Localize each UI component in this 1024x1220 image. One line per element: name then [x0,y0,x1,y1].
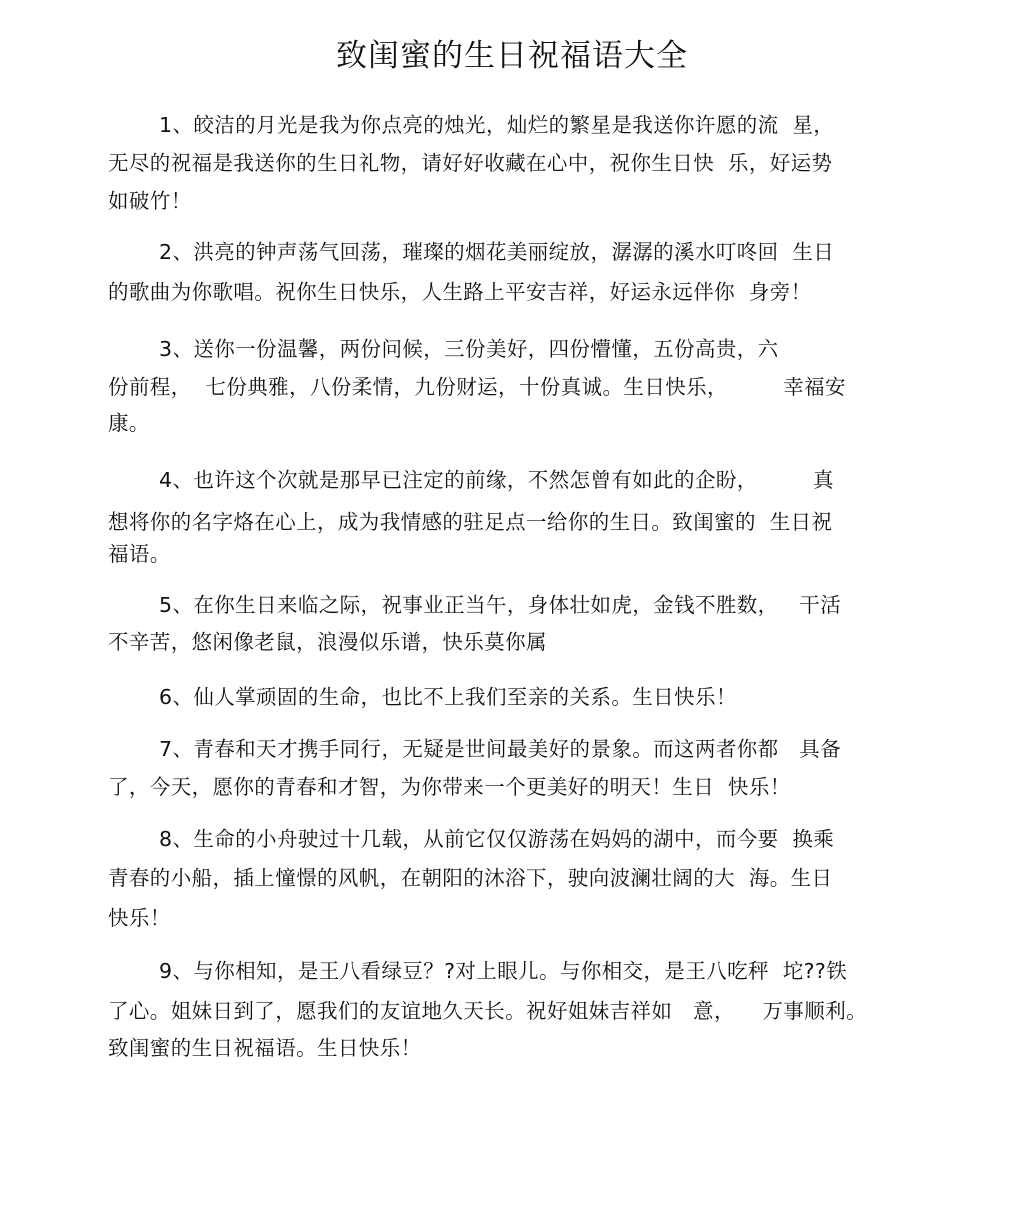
paragraph-line: 致闺蜜的生日祝福语。生日快乐！ [108,1036,422,1060]
paragraph-line: 福语。 [108,542,171,566]
paragraph-line: 2、洪亮的钟声荡气回荡，璀璨的烟花美丽绽放，潺潺的溪水叮咚回 生日 [159,240,835,264]
paragraph-line: 康。 [108,411,150,435]
paragraph-line: 不辛苦，悠闲像老鼠，浪漫似乐谱，快乐莫你属 [108,630,547,654]
paragraph-line: 无尽的祝福是我送你的生日礼物，请好好收藏在心中，祝你生日快 乐，好运势 [108,151,833,175]
paragraph-line: 1、皎洁的月光是我为你点亮的烛光，灿烂的繁星是我送你许愿的流 星， [159,113,835,137]
paragraph-line: 想将你的名字烙在心上，成为我情感的驻足点一给你的生日。致闺蜜的 生日祝 [108,510,833,534]
paragraph-line: 9、与你相知，是王八看绿豆？?对上眼儿。与你相交，是王八吃秤 坨??铁 [159,959,848,983]
paragraph-line: 如破竹！ [108,189,192,213]
paragraph-line: 了，今天，愿你的青春和才智，为你带来一个更美好的明天！生日 快乐！ [108,775,791,799]
paragraph-line: 的歌曲为你歌唱。祝你生日快乐，人生路上平安吉祥，好运永远伴你 身旁！ [108,280,812,304]
paragraph-line: 6、仙人掌顽固的生命，也比不上我们至亲的关系。生日快乐！ [159,685,737,709]
paragraph-line: 3、送你一份温馨，两份问候，三份美好，四份懵懂，五份高贵，六 [159,337,779,361]
paragraph-line: 5、在你生日来临之际，祝事业正当午，身体壮如虎，金钱不胜数， 干活 [159,593,842,617]
paragraph-line: 7、青春和天才携手同行，无疑是世间最美好的景象。而这两者你都 具备 [159,737,842,761]
page-title: 致闺蜜的生日祝福语大全 [336,38,688,74]
paragraph-line: 8、生命的小舟驶过十几载，从前它仅仅游荡在妈妈的湖中，而今要 换乘 [159,827,835,851]
paragraph-line: 份前程， 七份典雅，八份柔情，九份财运，十份真诚。生日快乐， 幸福安 [108,375,846,399]
paragraph-line: 青春的小船，插上憧憬的风帆，在朝阳的沐浴下，驶向波澜壮阔的大 海。生日 [108,866,833,890]
paragraph-line: 快乐！ [108,906,171,930]
paragraph-line: 了心。姐妹日到了，愿我们的友谊地久天长。祝好姐妹吉祥如 意， 万事顺利。 [108,999,868,1023]
paragraph-line: 4、也许这个次就是那早已注定的前缘，不然怎曾有如此的企盼， 真 [159,468,834,492]
